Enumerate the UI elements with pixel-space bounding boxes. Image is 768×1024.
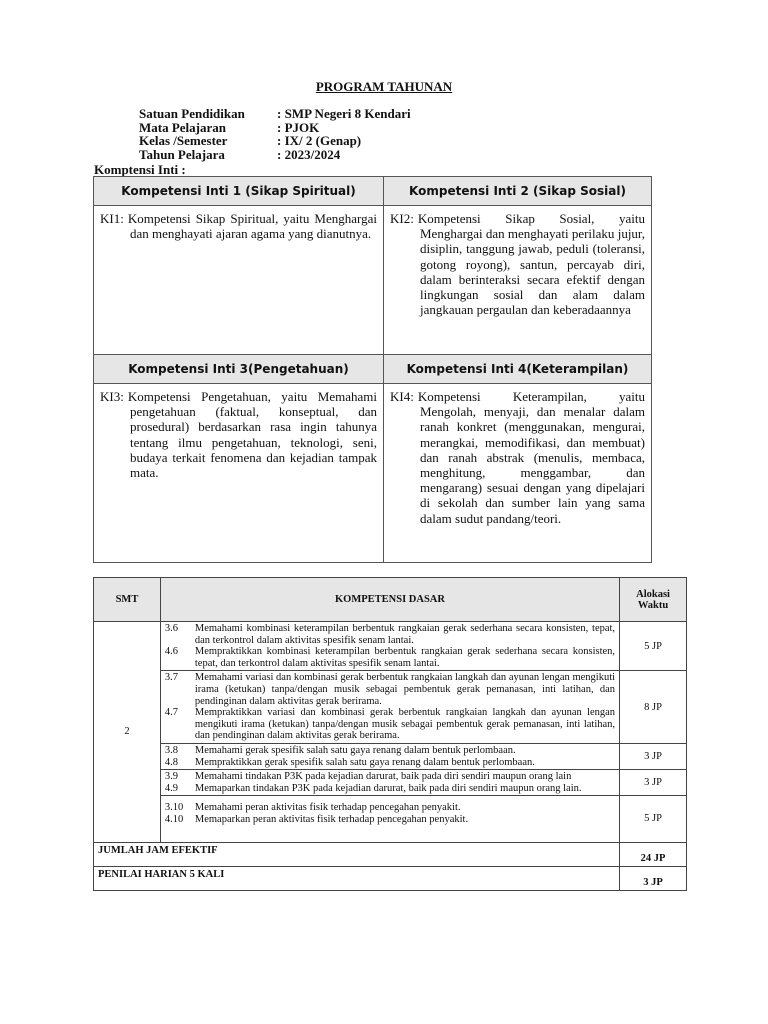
kd-group-1 [160, 622, 619, 671]
ki3-code: KI3: [100, 389, 124, 404]
meta-value: : 2023/2024 [277, 146, 341, 162]
ki3-body [94, 384, 384, 563]
kd-text: Memahami tindakan P3K pada kejadian darurat, baik pada diri sendiri maupun orang lain [194, 771, 572, 783]
kd-item [165, 771, 615, 783]
kd-group-2 [160, 671, 619, 744]
meta-row-class [139, 134, 411, 148]
ki4-body [384, 384, 652, 563]
ki1-header: Kompetensi Inti 1 (Sikap Spiritual) [94, 177, 384, 206]
kd-item [165, 802, 615, 814]
meta-row-year [139, 148, 411, 162]
total-effective-label: JUMLAH JAM EFEKTIF [94, 842, 620, 866]
daily-assessment-label: PENILAI HARIAN 5 KALI [94, 866, 620, 890]
jp-value: 3 JP [620, 743, 687, 769]
meta-label: Kelas /Semester [139, 133, 228, 148]
daily-assessment-value: 3 JP [620, 866, 687, 890]
ki2-text [390, 211, 645, 317]
kd-text: Mempraktikkan variasi dan kombinasi gerak berbentuk rangkaian langkah dan ayunan lengan mengikuti irama (ketukan) tanpa/dengan musik sebagai pembentuk gerak pemanasan, inti latihan, dan pendinginan dalam aktivitas gerak berirama. [194, 707, 616, 742]
kd-item [165, 745, 615, 757]
kd-item [165, 646, 615, 669]
kd-item [165, 757, 615, 769]
total-effective-value: 24 JP [620, 842, 687, 866]
kd-item [165, 783, 615, 795]
kd-item [165, 672, 615, 707]
kd-number: 3.6 [164, 623, 179, 634]
ki-heading: Komptensi Inti : [94, 162, 186, 177]
ki-table [93, 176, 652, 563]
kd-header: KOMPETENSI DASAR [160, 578, 619, 622]
kd-number: 3.7 [164, 672, 179, 684]
kd-text: Memaparkan tindakan P3K pada kejadian darurat, baik pada diri sendiri maupun orang lain. [194, 782, 582, 794]
jp-value: 5 JP [620, 622, 687, 671]
ki4-code: KI4: [390, 389, 414, 404]
kd-item [165, 814, 615, 826]
kd-text: Memahami peran aktivitas fisik terhadap pencegahan penyakit. [194, 802, 461, 814]
meta-value: : IX/ 2 (Genap) [277, 133, 362, 148]
kd-number: 4.7 [164, 707, 179, 719]
kd-number: 4.8 [164, 756, 179, 768]
document-meta [139, 107, 411, 161]
smt-header: SMT [94, 578, 161, 622]
kd-text: Memaparkan peran aktivitas fisik terhadap pencegahan penyakit. [194, 813, 469, 825]
ki2-description: Kompetensi Sikap Sosial, yaitu Menghargai dan menghayati perilaku jujur, disiplin, tanggung jawab, peduli (toleransi, gotong royong), santun, percayab diri, dalam berinteraksi secara efektif dengan lingkungan sosial dan alam dalam jangkauan pergaulan dan keberadaannya [417, 211, 645, 318]
jp-header: Alokasi Waktu [620, 578, 687, 622]
kd-number: 4.9 [164, 782, 179, 794]
kd-text: Mempraktikkan gerak spesifik salah satu gaya renang dalam bentuk perlombaan. [194, 756, 535, 768]
ki1-description: Kompetensi Sikap Spiritual, yaitu Menghargai dan menghayati ajaran agama yang dianutnya. [127, 211, 377, 242]
kd-group-4 [160, 770, 619, 796]
ki1-text [100, 211, 377, 241]
kd-number: 4.10 [164, 813, 184, 825]
kd-group-3 [160, 743, 619, 769]
ki3-text [100, 389, 377, 480]
ki4-text [390, 389, 645, 526]
kd-number: 3.8 [164, 744, 179, 756]
kd-number: 3.9 [164, 771, 179, 783]
meta-label: Mata Pelajaran [139, 119, 227, 135]
jp-value: 8 JP [620, 671, 687, 744]
ki3-description: Kompetensi Pengetahuan, yaitu Memahami pengetahuan (faktual, konseptual, dan prosedural) berdasarkan rasa ingin tahunya tentang ilmu pengetahuan, teknologi, seni, budaya terkait fenomena dan kejadian tampak mata. [127, 389, 377, 481]
ki2-body [384, 206, 652, 355]
meta-value: : SMP Negeri 8 Kendari [277, 106, 411, 121]
ki4-description: Kompetensi Keterampilan, yaitu Mengolah, menyaji, dan menalar dalam ranah konkret (menggunakan, mengurai, merangkai, memodifikasi, dan membuat) dan ranah abstrak (menulis, membaca, menghitung, menggambar, dan mengarang) sesuai dengan yang dipelajari di sekolah dan sumber lain yang sama dalam sudut pandang/teori. [417, 389, 645, 526]
kd-table [93, 577, 687, 891]
kd-item [165, 623, 615, 646]
ki4-header: Kompetensi Inti 4(Keterampilan) [384, 355, 652, 384]
kd-text: Mempraktikkan kombinasi keterampilan berbentuk rangkaian gerak sederhana secara konsisten, tepat, dan terkontrol dalam aktivitas spesifik senam lantai. [194, 646, 616, 669]
kd-text: Memahami variasi dan kombinasi gerak berbentuk rangkaian langkah dan ayunan lengan mengikuti irama (ketukan) tanpa/dengan musik sebagai pembentuk gerak pemanasan, inti latihan, dan pendinginan dalam aktivitas gerak berirama. [194, 672, 616, 707]
kd-number: 4.6 [164, 646, 179, 658]
kd-group-5 [160, 796, 619, 842]
meta-row-school [139, 107, 411, 121]
ki1-code: KI1: [100, 211, 124, 226]
kd-number: 3.10 [164, 802, 184, 814]
smt-value: 2 [94, 622, 161, 843]
kd-item [165, 707, 615, 742]
kd-text: Memahami kombinasi keterampilan berbentuk rangkaian gerak sederhana secara konsisten, tepat, dan terkontrol dalam aktivitas spesifik senam lantai. [194, 623, 616, 646]
ki2-header: Kompetensi Inti 2 (Sikap Sosial) [384, 177, 652, 206]
kd-text: Memahami gerak spesifik salah satu gaya renang dalam bentuk perlombaan. [194, 744, 516, 756]
meta-label: Satuan Pendidikan [139, 106, 245, 121]
meta-value: : PJOK [277, 119, 320, 135]
meta-label: Tahun Pelajara [139, 146, 225, 162]
ki2-code: KI2: [390, 211, 414, 226]
document-title: PROGRAM TAHUNAN [315, 79, 453, 94]
jp-value: 5 JP [620, 796, 687, 842]
jp-value: 3 JP [620, 770, 687, 796]
meta-row-subject [139, 121, 411, 135]
ki1-body [94, 206, 384, 355]
ki3-header: Kompetensi Inti 3(Pengetahuan) [94, 355, 384, 384]
